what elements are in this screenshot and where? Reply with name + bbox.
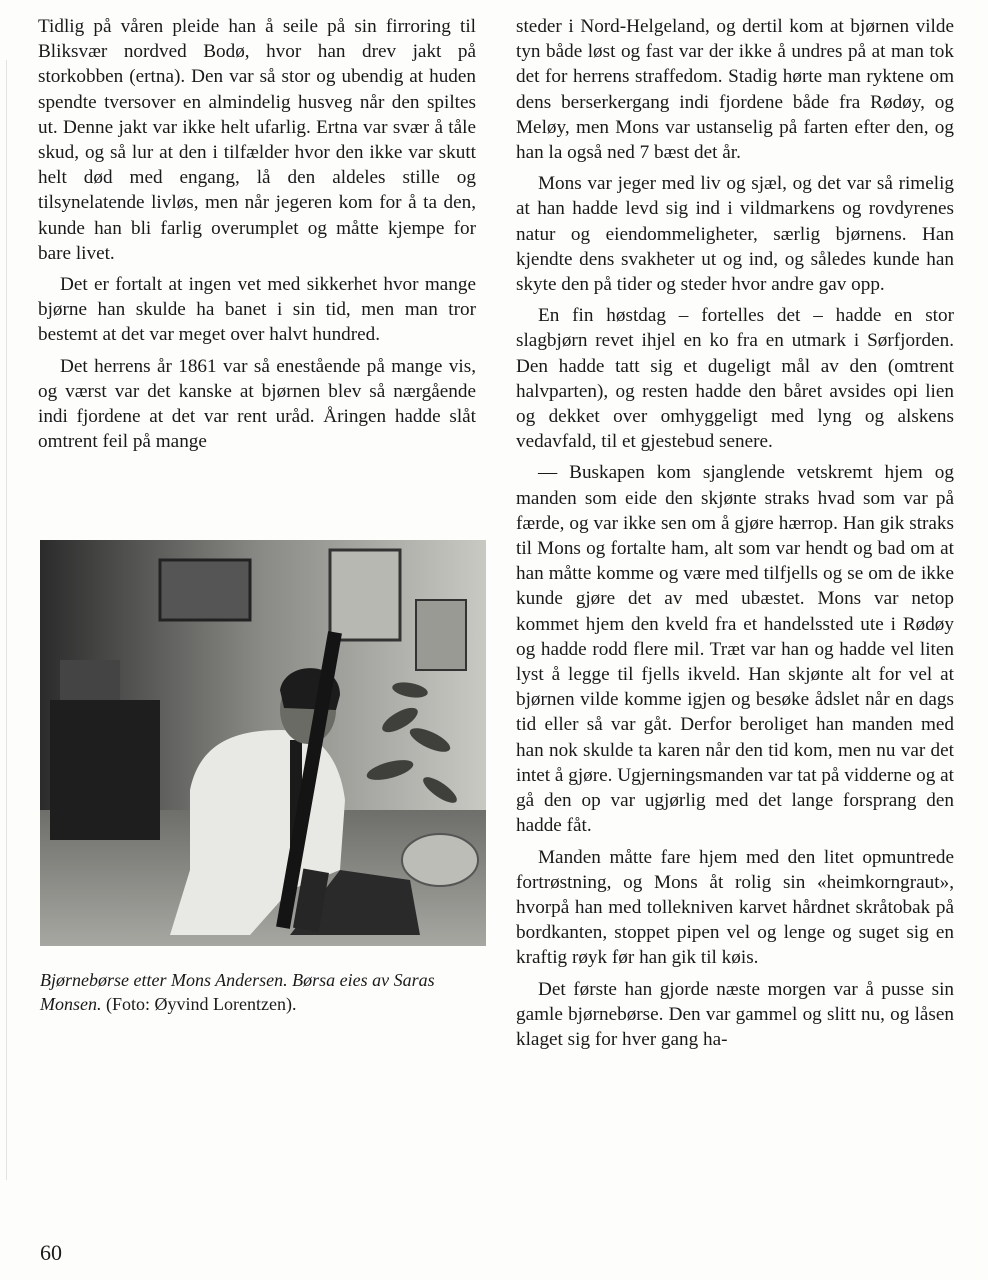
paragraph: En fin høstdag – fortelles det – hadde en stor slagbjørn revet ihjel en ko fra en utmark i Sørfjorden. Den hadde tatt sig et dugeligt mål av den (omtrent halvparten), og resten hadde den båret avsides opi lien og dekket over omhyggeligt med lyng og alskens vedavfald, til et gjestebud senere. [516,305,954,453]
left-column [38,14,476,460]
caption-italic: Bjørnebørse etter Mons Andersen. Børsa eies av Saras Monsen. [40,970,435,1014]
paragraph: Det herrens år 1861 var så enestående på mange vis, og værst var det kanske at bjørnen blev så nærgående indi fjordene at det var rent uråd. Åringen hadde slåt omtrent feil på mange [38,355,476,453]
caption-credit: (Foto: Øyvind Lorentzen). [101,994,297,1014]
photo-caption [40,968,486,1016]
page-number: 60 [40,1240,62,1265]
paragraph: Det er fortalt at ingen vet med sikkerhet hvor mange bjørne han skulde ha banet i sin tid, men man tror bestemt at det var meget over halvt hundred. [38,274,476,346]
photo-illustration [40,540,486,946]
paragraph: Tidlig på våren pleide han å seile på sin firroring til Bliksvær nordved Bodø, hvor han drev jakt på storkobben (ertna). Den var så stor og ubendig at huden spendte tversover en almindelig husveg når den spiltes ut. Denne jakt var ikke helt ufarlig. Ertna var svær å tåle skud, og så lur at den i tilfælder hvor den ikke var skutt helt død med engang, lå den aldeles stille og tilsynelatende livløs, men når jegeren kom for å ta den, kunde han bli farlig overumplet og måtte kjempe for bare livet. [38,16,476,264]
paragraph: Manden måtte fare hjem med den litet opmuntrede fortrøstning, og Mons åt rolig sin «heimkorngraut», hvorpå han med tollekniven karvet hårdnet skråtobak på bordkanten, stoppet pipen vel og lenge og suget sig en kraftig røyk før han gik til køis. [516,846,954,969]
scan-edge-line [6,60,7,1180]
paragraph: steder i Nord-Helgeland, og dertil kom at bjørnen vilde tyn både løst og fast var der ikke å undres på at man tok det for herrens straffedom. Stadig hørte man ryktene om dens berserkergang indi fjordene både fra Rødøy, og Meløy, men Mons var ustanselig på farten efter den, og han la også ned 7 bæst det år. [516,16,954,164]
right-column [516,14,954,1058]
paragraph: — Buskapen kom sjanglende vetskremt hjem og manden som eide den skjønte straks hvad som var på færde, og var ikke sen om å gjøre hærrop. Han gik straks til Mons og fortalte ham, alt som var hendt og bad om at han måtte komme og være med tilfjells og se om de ikke kunde gjøre det av med ubæstet. Mons var netop kommet hjem den kveld fra et handelssted ute i Rødøy og hadde rodd flere mil. Træt var han og hadde vel liten lyst å legge til fjells ikveld. Han skjønte alt for vel at bjørnen vilde komme igjen og besøke ådslet når en dags tid eller så var gåt. Derfor beroliget han manden med han nok skulde ta karen når den tid kom, men nu var det intet å gjøre. Ugjerningsmanden var tat på vidderne og at gå den op var ugjørlig med det lange forsprang den hadde fåt. [516,462,954,837]
paragraph: Det første han gjorde næste morgen var å pusse sin gamle bjørnebørse. Den var gammel og slitt nu, og låsen klaget sig for hver gang ha- [516,978,954,1050]
paragraph: Mons var jeger med liv og sjæl, og det var så rimelig at han hadde levd sig ind i vildmarkens og rovdyrenes natur og eiendommeligheter, særlig bjørnens. Han kjendte dens svakheter ut og ind, og således kunde han skyte den på tider og steder hvor andre gav opp. [516,173,954,296]
photograph [40,540,486,946]
